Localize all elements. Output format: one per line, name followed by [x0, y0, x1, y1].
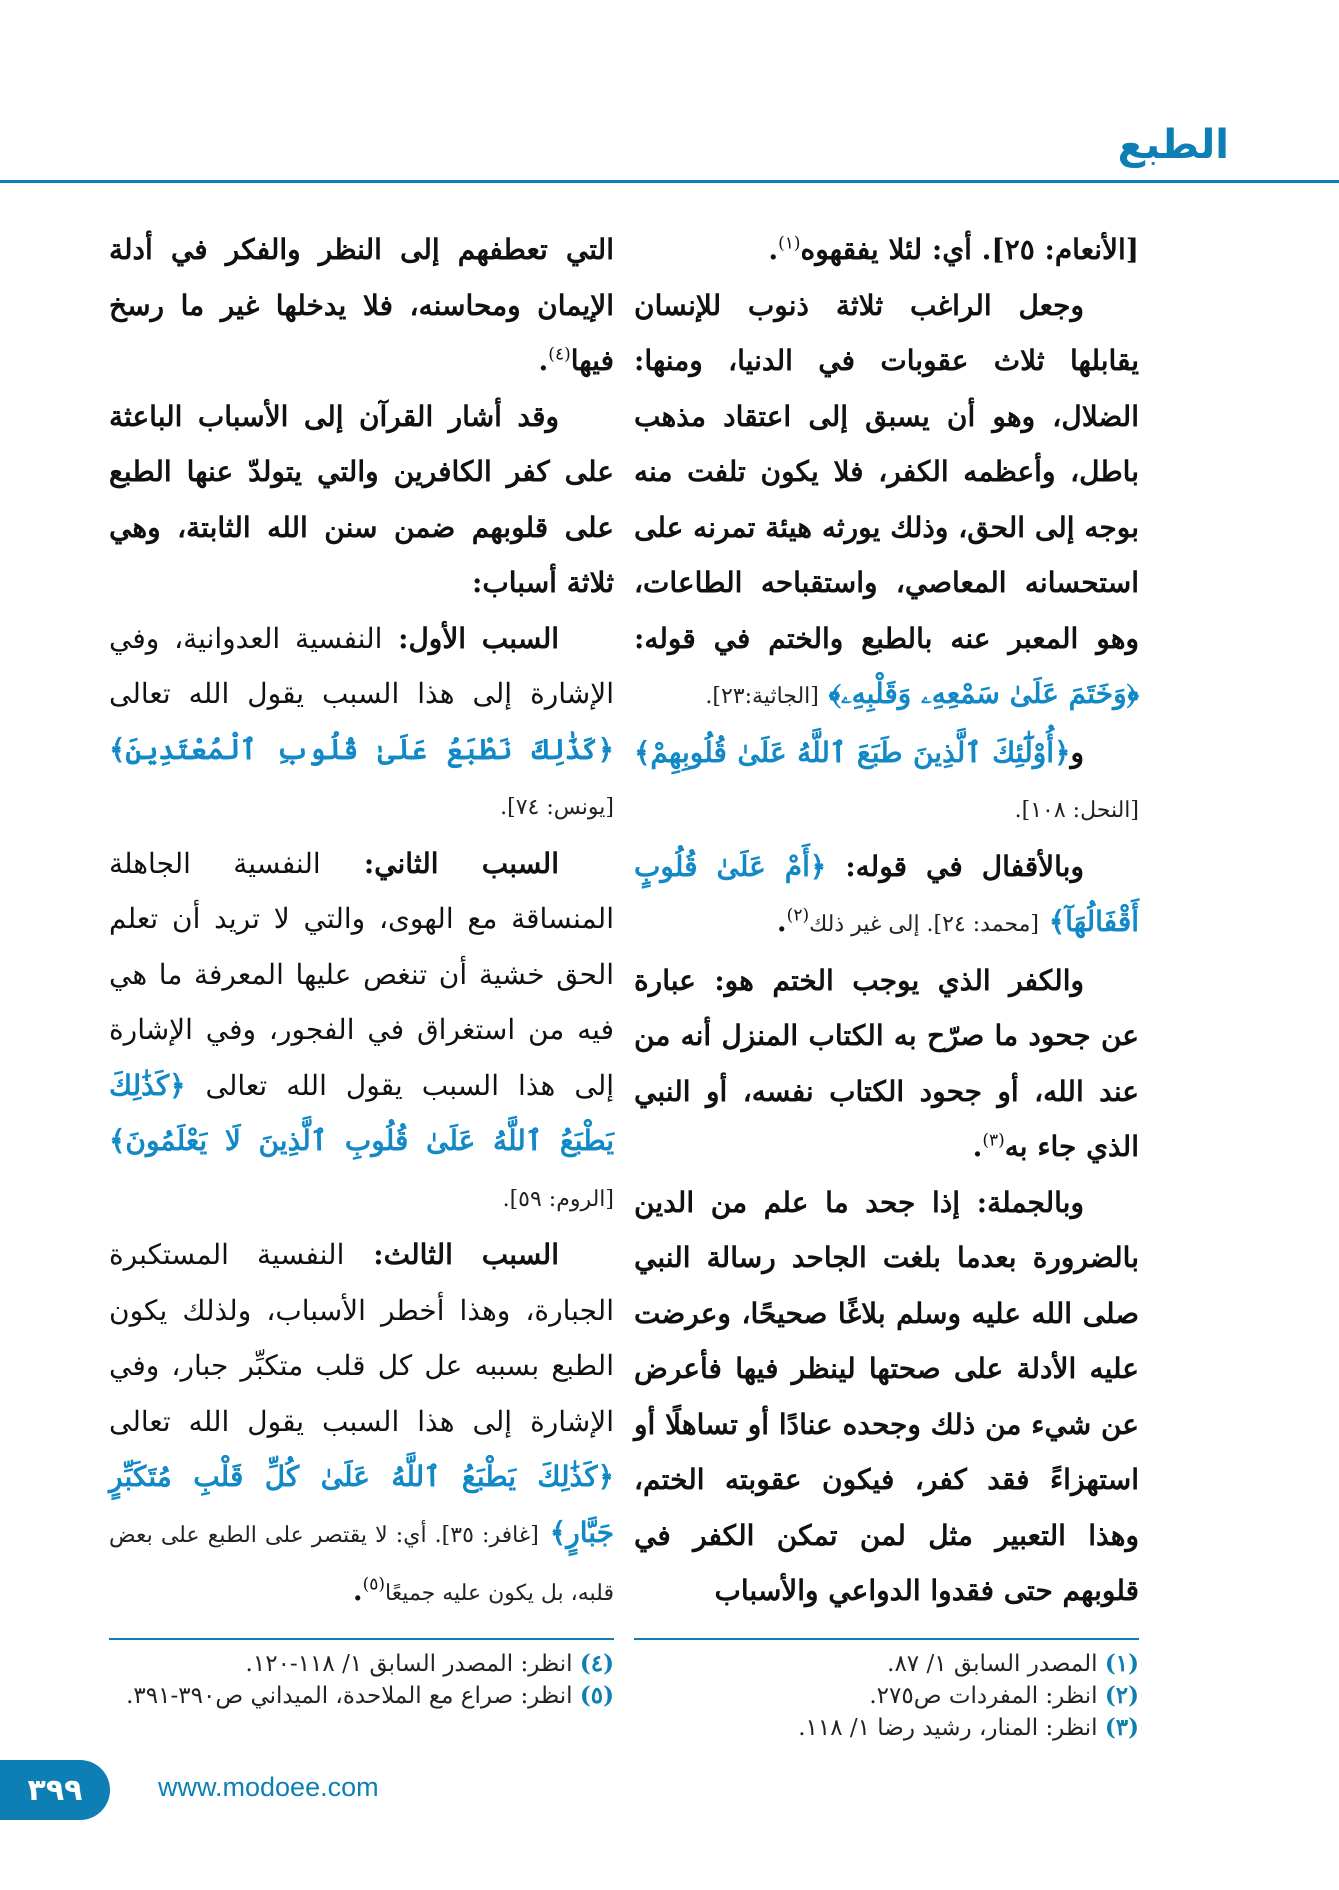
verse-reference: [محمد: ٢٤]. إلى غير ذلك: [809, 912, 1040, 937]
header-rule: [0, 180, 1339, 183]
footnote: (٥) انظر: صراع مع الملاحدة، الميداني ص٣٩٠-٣٩١.: [126, 1682, 614, 1709]
right-column: [634, 222, 1139, 1619]
footnotes-right: [634, 1648, 1139, 1744]
paragraph: [الأنعام: ٢٥]. أي: لئلا يفقهوه$^{(١)}$.: [768, 233, 1139, 266]
paragraph: وجعل الراغب ثلاثة ذنوب للإنسان يقابلها ثلاث عقوبات في الدنيا، ومنها: الضلال، وهو أن يسبق إلى اعتقاد مذهب باطل، وأعظمه الكفر، فلا يكون تلفت منه بوجه إلى الحق، وذلك يورثه هيئة تمرنه على استحسانه المعاصي، واستقباحه الطاعات، وهو المعبر عنه بالطبع والختم في قوله: ﴿وَخَتَمَ عَلَىٰ سَمْعِهِۦ وَقَلْبِهِۦ﴾ [الجاثية:٢٣].: [634, 288, 1139, 710]
footnote-rule: [109, 1638, 614, 1640]
paragraph: السبب الثاني: النفسية الجاهلة المنساقة مع الهوى، والتي لا تريد أن تعلم الحق خشية أن تنغص عليها المعرفة ما هي فيه من استغراق في الفجور، وفي الإشارة إلى هذا السبب يقول الله تعالى ﴿كَذَٰلِكَ يَطْبَعُ ٱللَّهُ عَلَىٰ قُلُوبِ ٱلَّذِينَ لَا يَعْلَمُونَ﴾ [الروم: ٥٩].: [109, 846, 615, 1212]
paragraph: التي تعطفهم إلى النظر والفكر في أدلة الإيمان ومحاسنه، فلا يدخلها غير ما رسخ فيها$^{(٤)}$.: [109, 233, 614, 377]
footnote: (٢) انظر: المفردات ص٢٧٥.: [869, 1682, 1139, 1709]
paragraph: والكفر الذي يوجب الختم هو: عبارة عن جحود ما صرّح به الكتاب المنزل أنه من عند الله، أو جحود الكتاب نفسه، أو النبي الذي جاء به$^{(٣)}$.: [634, 963, 1139, 1163]
paragraph: وبالأقفال في قوله: ﴿أَمْ عَلَىٰ قُلُوبٍ أَقْفَالُهَآ﴾ [محمد: ٢٤]. إلى غير ذلك$^{(٢)}$.: [634, 849, 1139, 938]
footnote: (٣) انظر: المنار، رشيد رضا ١/ ١١٨.: [798, 1714, 1139, 1741]
paragraph: و﴿أُوْلَٰٓئِكَ ٱلَّذِينَ طَبَعَ ٱللَّهُ عَلَىٰ قُلُوبِهِمْ﴾ [النحل: ١٠٨].: [634, 735, 1139, 823]
website-link[interactable]: www.modoee.com: [158, 1772, 379, 1802]
left-column: [109, 222, 614, 1622]
footnotes-left: [109, 1648, 614, 1712]
verse-reference: [النحل: ١٠٨].: [1014, 798, 1139, 823]
quran-verse: ﴿كَذَٰلِكَ نَطْبَعُ عَلَىٰ قُلُوبِ ٱلْمُعْتَدِينَ﴾: [109, 732, 614, 766]
paragraph: السبب الثالث: النفسية المستكبرة الجبارة، وهذا أخطر الأسباب، ولذلك يكون الطبع بسببه عل كل قلب متكبِّر جبار، وفي الإشارة إلى هذا السبب يقول الله تعالى ﴿كَذَٰلِكَ يَطْبَعُ ٱللَّهُ عَلَىٰ كُلِّ قَلْبِ مُتَكَبِّرٍ جَبَّارٍ﴾ [غافر: ٣٥]. أي: لا يقتصر على الطبع على بعض قلبه، بل يكون عليه جميعًا$^{(٥)}$.: [109, 1238, 615, 1607]
paragraph: وقد أشار القرآن إلى الأسباب الباعثة على كفر الكافرين والتي يتولدّ عنها الطبع على قلوبهم ضمن سنن الله الثابتة، وهي ثلاثة أسباب:: [109, 399, 614, 599]
paragraph: السبب الأول: النفسية العدوانية، وفي الإشارة إلى هذا السبب يقول الله تعالى ﴿كَذَٰلِكَ نَطْبَعُ عَلَىٰ قُلُوبِ ٱلْمُعْتَدِينَ﴾ [يونس: ٧٤].: [109, 621, 614, 820]
footnote: (١) المصدر السابق ١/ ٨٧.: [887, 1650, 1139, 1677]
paragraph: وبالجملة: إذا جحد ما علم من الدين بالضرورة بعدما بلغت الجاحد رسالة النبي صلى الله عليه وسلم بلاغًا صحيحًا، وعرضت عليه الأدلة على صحتها لينظر فيها فأعرض عن شيء من ذلك وجحده عنادًا أو تساهلًا أو استهزاءً فقد كفر، فيكون عقوبته الختم، وهذا التعبير مثل لمن تمكن الكفر في قلوبهم حتى فقدوا الدواعي والأسباب: [634, 1185, 1139, 1607]
verse-reference: [الروم: ٥٩].: [502, 1186, 614, 1212]
quran-verse: ﴿أُوْلَٰٓئِكَ ٱلَّذِينَ طَبَعَ ٱللَّهُ عَلَىٰ قُلُوبِهِمْ﴾: [634, 735, 1071, 769]
section-heading: السبب الأول:: [398, 621, 560, 655]
quran-verse: ﴿كَذَٰلِكَ يَطْبَعُ ٱللَّهُ عَلَىٰ قُلُوبِ ٱلَّذِينَ لَا يَعْلَمُونَ﴾: [109, 1068, 614, 1157]
verse-reference: [الجاثية:٢٣].: [705, 684, 819, 709]
page-number: ٣٩٩: [0, 1760, 110, 1820]
running-header-title: الطبع: [1117, 122, 1229, 168]
footnote: (٤) انظر: المصدر السابق ١/ ١١٨-١٢٠.: [245, 1650, 614, 1677]
quran-verse: ﴿أَمْ عَلَىٰ قُلُوبٍ أَقْفَالُهَآ﴾: [634, 849, 1139, 938]
quran-verse: ﴿وَخَتَمَ عَلَىٰ سَمْعِهِۦ وَقَلْبِهِۦ﴾: [828, 677, 1139, 710]
verse-reference: [يونس: ٧٤].: [500, 795, 614, 820]
section-heading: السبب الثالث:: [373, 1238, 559, 1271]
footnote-rule: [634, 1638, 1139, 1640]
verse-reference: [غافر: ٣٥]. أي: لا يقتصر على الطبع على بعض قلبه، بل يكون عليه جميعًا: [109, 1522, 614, 1606]
quran-verse: ﴿كَذَٰلِكَ يَطْبَعُ ٱللَّهُ عَلَىٰ كُلِّ قَلْبِ مُتَكَبِّرٍ جَبَّارٍ﴾: [109, 1460, 615, 1549]
section-heading: السبب الثاني:: [363, 846, 559, 880]
